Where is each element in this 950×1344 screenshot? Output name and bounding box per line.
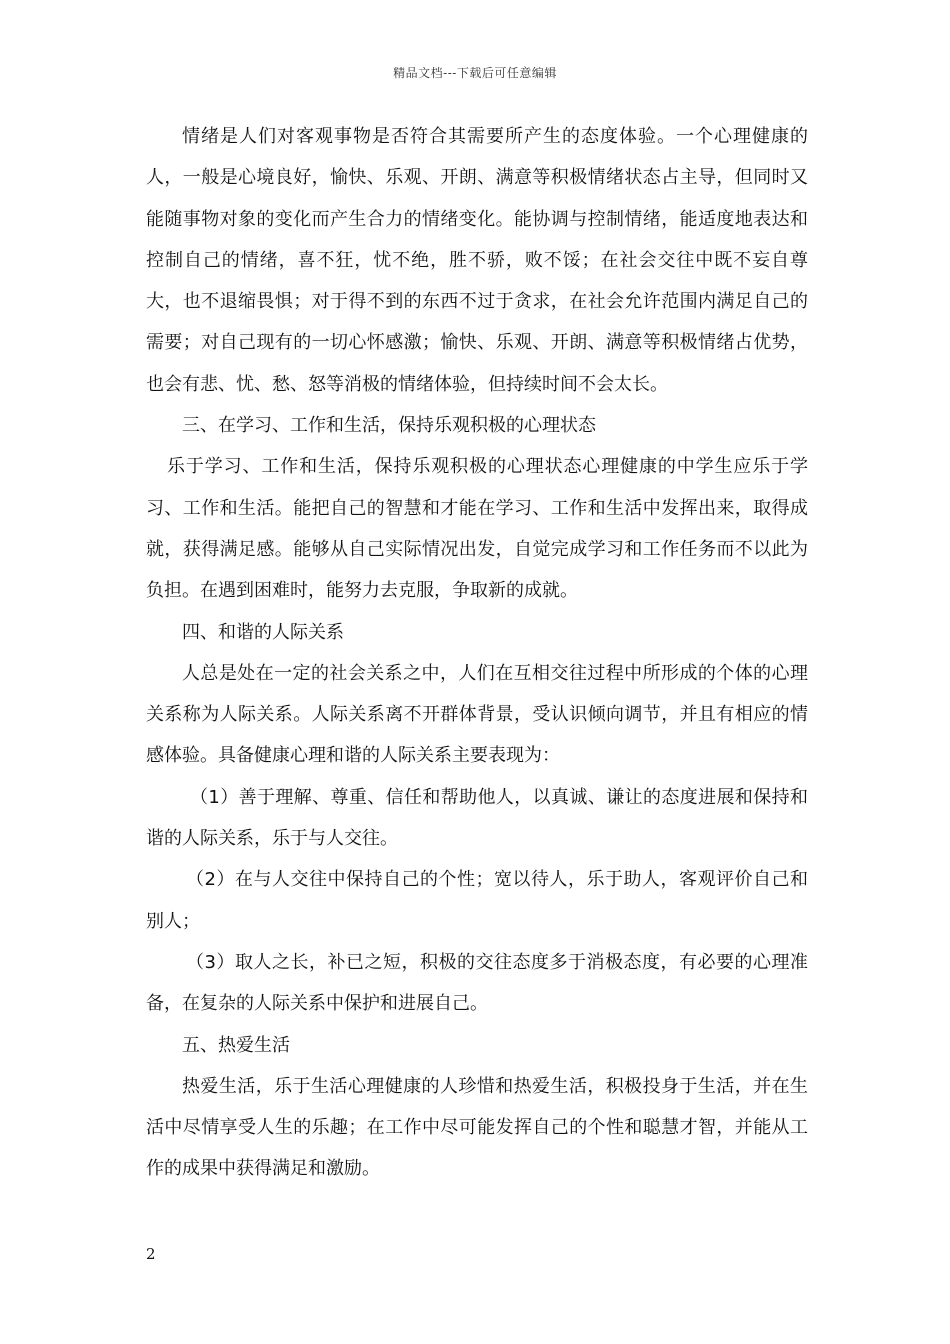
list-item-3: （3）取人之长，补已之短，积极的交往态度多于消极态度，有必要的心理准备，在复杂的人际关系中保护和进展自己。 bbox=[146, 951, 808, 1015]
page-header: 精品文档---下载后可任意编辑 bbox=[393, 66, 557, 80]
paragraph-interpersonal: 人总是处在一定的社会关系之中，人们在互相交往过程中所形成的个体的心理关系称为人际关系。人际关系离不开群体背景，受认识倾向调节，并且有相应的情感体验。具备健康心理和谐的人际关系主要表现为： bbox=[146, 662, 808, 767]
paragraph-learning-work-life: 乐于学习、工作和生活，保持乐观积极的心理状态心理健康的中学生应乐于学习、工作和生活。能把自己的智慧和才能在学习、工作和生活中发挥出来，取得成就，获得满足感。能够从自己实际情况出发，自觉完成学习和工作任务而不以此为负担。在遇到困难时，能努力去克服，争取新的成就。 bbox=[146, 456, 808, 602]
document-body bbox=[146, 116, 808, 1190]
list-item-1: （1）善于理解、尊重、信任和帮助他人，以真诚、谦让的态度进展和保持和谐的人际关系，乐于与人交往。 bbox=[146, 786, 808, 850]
list-item-2: （2）在与人交往中保持自己的个性；宽以待人，乐于助人，客观评价自己和别人； bbox=[146, 869, 808, 932]
page-number: 2 bbox=[146, 1245, 156, 1263]
paragraph-love-life: 热爱生活，乐于生活心理健康的人珍惜和热爱生活，积极投身于生活，并在生活中尽情享受人生的乐趣；在工作中尽可能发挥自己的个性和聪慧才智，并能从工作的成果中获得满足和激励。 bbox=[146, 1075, 808, 1180]
heading-section-four: 四、和谐的人际关系 bbox=[182, 621, 344, 643]
heading-section-three: 三、在学习、工作和生活，保持乐观积极的心理状态 bbox=[182, 415, 596, 437]
paragraph-emotion: 情绪是人们对客观事物是否符合其需要所产生的态度体验。一个心理健康的人，一般是心境良好，愉快、乐观、开朗、满意等积极情绪状态占主导，但同时又能随事物对象的变化而产生合力的情绪变化。能协调与控制情绪，能适度地表达和控制自己的情绪，喜不狂，忧不绝，胜不骄，败不馁；在社会交往中既不妄自尊大，也不退缩畏惧；对于得不到的东西不过于贪求，在社会允许范围内满足自己的需要；对自己现有的一切心怀感激；愉快、乐观、开朗、满意等积极情绪占优势，也会有悲、忧、愁、怒等消极的情绪体验，但持续时间不会太长。 bbox=[146, 126, 808, 395]
heading-section-five: 五、热爱生活 bbox=[182, 1034, 290, 1056]
